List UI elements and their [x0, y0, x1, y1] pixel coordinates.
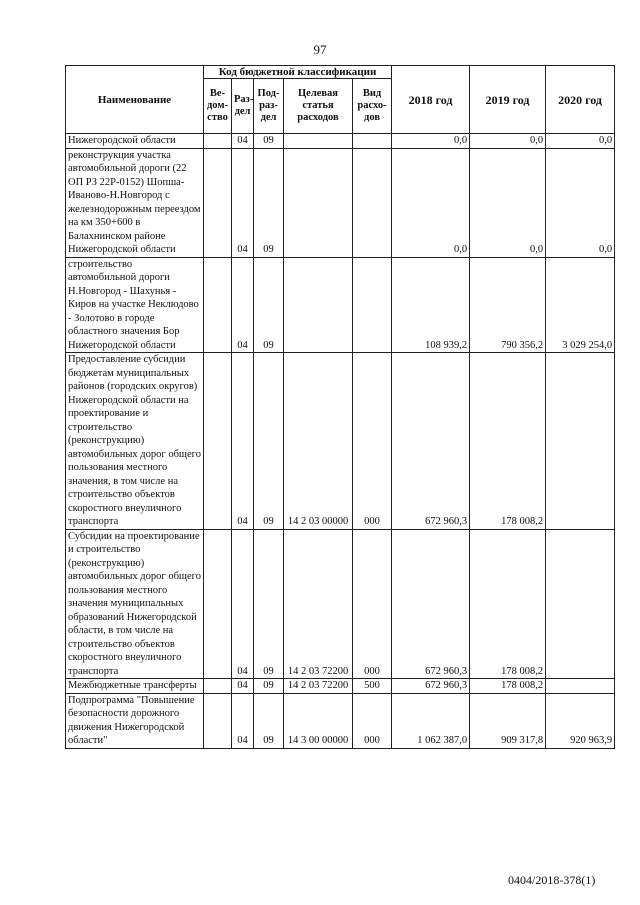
row-razdel: 04: [232, 529, 254, 679]
row-razdel: 04: [232, 693, 254, 748]
row-podrazdel: 09: [254, 679, 284, 694]
header-budget-code-group: Код бюджетной классификации: [204, 66, 392, 79]
row-csr: 14 2 03 00000: [284, 353, 353, 530]
row-name: Предоставление субсидии бюджетам муниципальных районов (городских округов) Нижегородской области на проектирование и строительство (реконструкцию) автомобильных дорог общего пользования местного значения, в том числе на строительство объектов скоростного внеуличного транспорта: [66, 353, 204, 530]
row-podrazdel: 09: [254, 257, 284, 353]
document-code: 0404/2018-378(1): [508, 873, 596, 887]
row-csr: 14 2 03 72200: [284, 529, 353, 679]
row-vedomstvo: [204, 353, 232, 530]
row-podrazdel: 09: [254, 148, 284, 257]
row-value-2019: 0,0: [470, 134, 546, 149]
row-podrazdel: 09: [254, 353, 284, 530]
row-vedomstvo: [204, 134, 232, 149]
row-name: Межбюджетные трансферты: [66, 679, 204, 694]
row-vid: [353, 134, 392, 149]
row-value-2020: 0,0: [546, 134, 615, 149]
row-razdel: 04: [232, 257, 254, 353]
row-value-2019: 178 008,2: [470, 353, 546, 530]
row-value-2019: 0,0: [470, 148, 546, 257]
row-value-2020: 3 029 254,0: [546, 257, 615, 353]
header-2018: 2018 год: [392, 66, 470, 134]
row-vid: 000: [353, 693, 392, 748]
row-razdel: 04: [232, 148, 254, 257]
row-vedomstvo: [204, 679, 232, 694]
row-vid: [353, 148, 392, 257]
row-name: Нижегородской области: [66, 134, 204, 149]
header-csr: Целевая статья расходов: [284, 79, 353, 134]
row-vid: [353, 257, 392, 353]
row-vedomstvo: [204, 148, 232, 257]
row-value-2018: 672 960,3: [392, 529, 470, 679]
table-row: [66, 134, 615, 149]
row-razdel: 04: [232, 679, 254, 694]
row-value-2018: 1 062 387,0: [392, 693, 470, 748]
row-name: реконструкция участка автомобильной дороги (22 ОП РЗ 22Р-0152) Шопша-Иваново-Н.Новгород с железнодорожным переездом на км 350+600 в Балахнинском районе Нижегородской области: [66, 148, 204, 257]
row-value-2020: [546, 679, 615, 694]
row-vedomstvo: [204, 693, 232, 748]
row-value-2019: 790 356,2: [470, 257, 546, 353]
table-row: [66, 353, 615, 530]
table-row: [66, 693, 615, 748]
header-vid: Вид расхо-дов: [353, 79, 392, 134]
row-value-2019: 178 008,2: [470, 679, 546, 694]
table-row: [66, 148, 615, 257]
header-razdel: Раз-дел: [232, 79, 254, 134]
row-value-2018: 672 960,3: [392, 679, 470, 694]
row-csr: 14 2 03 72200: [284, 679, 353, 694]
row-name: Подпрограмма "Повышение безопасности дорожного движения Нижегородской области": [66, 693, 204, 748]
header-podrazdel: Под-раз-дел: [254, 79, 284, 134]
row-razdel: 04: [232, 134, 254, 149]
row-value-2020: [546, 353, 615, 530]
budget-table: [65, 65, 615, 749]
row-value-2018: 108 939,2: [392, 257, 470, 353]
row-vedomstvo: [204, 529, 232, 679]
row-value-2020: 920 963,9: [546, 693, 615, 748]
row-name: Субсидии на проектирование и строительство (реконструкцию) автомобильных дорог общего пользования местного значения муниципальных образований Нижегородской области, в том числе на строительство объектов скоростного внеуличного транспорта: [66, 529, 204, 679]
row-razdel: 04: [232, 353, 254, 530]
header-name: Наименование: [66, 66, 204, 134]
row-value-2018: 672 960,3: [392, 353, 470, 530]
row-podrazdel: 09: [254, 529, 284, 679]
row-csr: 14 3 00 00000: [284, 693, 353, 748]
row-csr: [284, 257, 353, 353]
row-value-2019: 909 317,8: [470, 693, 546, 748]
table-row: [66, 257, 615, 353]
table-row: [66, 679, 615, 694]
row-vedomstvo: [204, 257, 232, 353]
row-value-2019: 178 008,2: [470, 529, 546, 679]
row-value-2020: 0,0: [546, 148, 615, 257]
row-vid: 000: [353, 353, 392, 530]
row-value-2020: [546, 529, 615, 679]
page-number: 97: [313, 42, 327, 57]
row-value-2018: 0,0: [392, 148, 470, 257]
row-podrazdel: 09: [254, 693, 284, 748]
row-csr: [284, 148, 353, 257]
table-row: [66, 529, 615, 679]
row-vid: 500: [353, 679, 392, 694]
row-name: строительство автомобильной дороги Н.Новгород - Шахунья - Киров на участке Неклюдово - Золотово в городе областного значения Бор Нижегородской области: [66, 257, 204, 353]
row-value-2018: 0,0: [392, 134, 470, 149]
header-2020: 2020 год: [546, 66, 615, 134]
header-2019: 2019 год: [470, 66, 546, 134]
row-podrazdel: 09: [254, 134, 284, 149]
row-vid: 000: [353, 529, 392, 679]
header-vedomstvo: Ве-дом-ство: [204, 79, 232, 134]
row-csr: [284, 134, 353, 149]
